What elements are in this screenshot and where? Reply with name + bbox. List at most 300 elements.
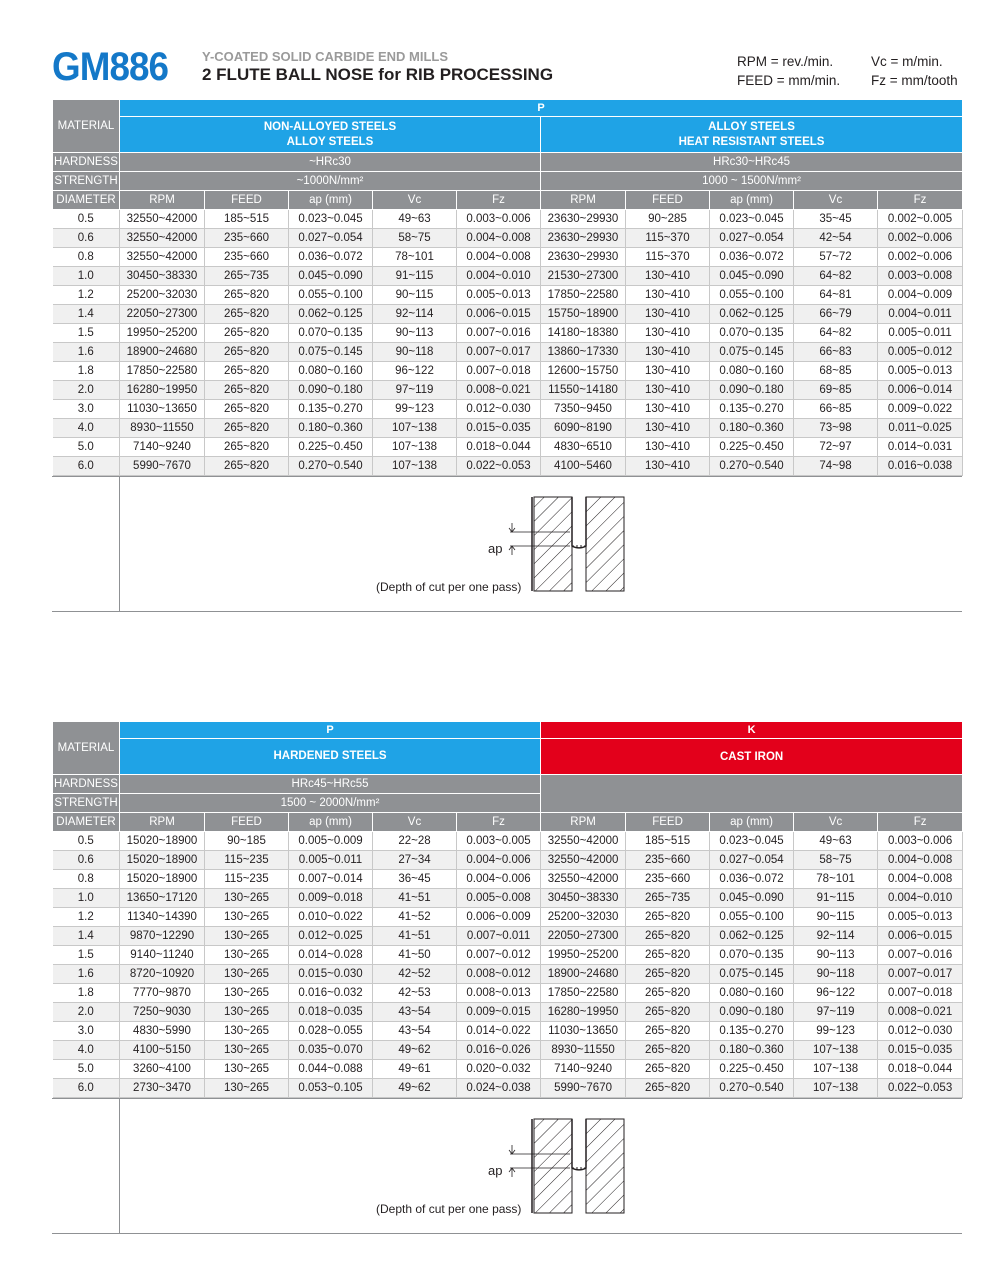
table-cell: 0.008~0.012 bbox=[457, 965, 541, 984]
table-cell: 99~123 bbox=[794, 1022, 878, 1041]
table-cell: 130~410 bbox=[626, 267, 710, 286]
table-row bbox=[53, 362, 963, 381]
table-cell: 0.036~0.072 bbox=[710, 248, 794, 267]
table-cell: 78~101 bbox=[373, 248, 457, 267]
table-cell: 0.009~0.018 bbox=[289, 889, 373, 908]
table-cell: 0.016~0.038 bbox=[878, 457, 963, 476]
table-cell: 0.004~0.008 bbox=[878, 870, 963, 889]
table-cell: 0.004~0.011 bbox=[878, 305, 963, 324]
table-cell: 115~370 bbox=[626, 229, 710, 248]
table-row bbox=[53, 286, 963, 305]
cutting-conditions-table-2 bbox=[52, 721, 963, 1098]
table-cell: 107~138 bbox=[794, 1079, 878, 1098]
diameter-cell: 1.5 bbox=[53, 946, 120, 965]
table-cell: 2730~3470 bbox=[120, 1079, 205, 1098]
diameter-cell: 0.8 bbox=[53, 870, 120, 889]
table-cell: 12600~15750 bbox=[541, 362, 626, 381]
table-cell: 90~285 bbox=[626, 210, 710, 229]
table-cell: 265~820 bbox=[626, 1041, 710, 1060]
table-cell: 0.080~0.160 bbox=[710, 362, 794, 381]
table-cell: 49~61 bbox=[373, 1060, 457, 1079]
table-cell: 58~75 bbox=[794, 851, 878, 870]
diameter-cell: 4.0 bbox=[53, 419, 120, 438]
table-cell: 265~820 bbox=[205, 400, 289, 419]
table-cell: 32550~42000 bbox=[541, 832, 626, 851]
table-cell: 130~265 bbox=[205, 946, 289, 965]
table-row bbox=[53, 832, 963, 851]
table-cell: 130~410 bbox=[626, 419, 710, 438]
table-cell: 32550~42000 bbox=[120, 248, 205, 267]
diameter-cell: 0.6 bbox=[53, 229, 120, 248]
table-cell: 265~820 bbox=[626, 946, 710, 965]
table-cell: 5990~7670 bbox=[541, 1079, 626, 1098]
table-cell: 32550~42000 bbox=[120, 229, 205, 248]
table-cell: 0.004~0.008 bbox=[457, 229, 541, 248]
table-cell: 0.015~0.030 bbox=[289, 965, 373, 984]
table-cell: 0.045~0.090 bbox=[289, 267, 373, 286]
table-cell: 0.225~0.450 bbox=[710, 1060, 794, 1079]
table-cell: 90~115 bbox=[373, 286, 457, 305]
table-row bbox=[53, 870, 963, 889]
diameter-cell: 0.6 bbox=[53, 851, 120, 870]
unit-row-2 bbox=[737, 71, 977, 90]
table-cell: 0.016~0.032 bbox=[289, 984, 373, 1003]
col-fz: Fz bbox=[457, 191, 541, 210]
table-cell: 130~410 bbox=[626, 305, 710, 324]
table-cell: 0.135~0.270 bbox=[710, 1022, 794, 1041]
table-cell: 4830~5990 bbox=[120, 1022, 205, 1041]
table-cell: 0.011~0.025 bbox=[878, 419, 963, 438]
table-cell: 265~735 bbox=[205, 267, 289, 286]
table-cell: 90~118 bbox=[794, 965, 878, 984]
material-group-p: P bbox=[120, 722, 541, 739]
table-cell: 64~82 bbox=[794, 267, 878, 286]
table-row bbox=[53, 381, 963, 400]
diameter-cell: 1.2 bbox=[53, 908, 120, 927]
table-cell: 0.002~0.005 bbox=[878, 210, 963, 229]
col-feed: FEED bbox=[205, 813, 289, 832]
table-cell: 35~45 bbox=[794, 210, 878, 229]
table-row bbox=[53, 248, 963, 267]
table-cell: 0.012~0.030 bbox=[457, 400, 541, 419]
table-cell: 25200~32030 bbox=[541, 908, 626, 927]
table-cell: 99~123 bbox=[373, 400, 457, 419]
hardness-label: HARDNESS bbox=[53, 775, 120, 794]
table-cell: 0.135~0.270 bbox=[710, 400, 794, 419]
table-cell: 0.015~0.035 bbox=[457, 419, 541, 438]
page-header bbox=[52, 44, 962, 94]
table-row bbox=[53, 908, 963, 927]
table-cell: 66~85 bbox=[794, 400, 878, 419]
table-cell: 130~410 bbox=[626, 438, 710, 457]
table-cell: 4100~5460 bbox=[541, 457, 626, 476]
table-cell: 11550~14180 bbox=[541, 381, 626, 400]
table-cell: 130~410 bbox=[626, 381, 710, 400]
table-cell: 15020~18900 bbox=[120, 851, 205, 870]
table-cell: 19950~25200 bbox=[120, 324, 205, 343]
material-name-left-line1: NON-ALLOYED STEELS bbox=[263, 120, 397, 133]
table-cell: 78~101 bbox=[794, 870, 878, 889]
diameter-cell: 1.4 bbox=[53, 305, 120, 324]
table-cell: 91~115 bbox=[373, 267, 457, 286]
table-cell: 73~98 bbox=[794, 419, 878, 438]
table-cell: 11340~14390 bbox=[120, 908, 205, 927]
strength-label: STRENGTH bbox=[53, 172, 120, 191]
table-cell: 0.062~0.125 bbox=[289, 305, 373, 324]
cutting-conditions-table-1 bbox=[52, 99, 963, 476]
table-row bbox=[53, 324, 963, 343]
unit-rpm: RPM = rev./min. bbox=[737, 54, 834, 69]
table-cell: 0.007~0.017 bbox=[878, 965, 963, 984]
product-code: GM886 bbox=[52, 45, 169, 89]
material-name-left-line2: ALLOY STEELS bbox=[286, 135, 374, 148]
table-cell: 130~265 bbox=[205, 1041, 289, 1060]
table-cell: 0.075~0.145 bbox=[289, 343, 373, 362]
col-rpm: RPM bbox=[541, 813, 626, 832]
table-cell: 0.027~0.054 bbox=[710, 851, 794, 870]
table-cell: 115~235 bbox=[205, 870, 289, 889]
table-cell: 130~265 bbox=[205, 889, 289, 908]
table-cell: 265~820 bbox=[205, 286, 289, 305]
table-cell: 0.018~0.044 bbox=[457, 438, 541, 457]
table-cell: 265~735 bbox=[626, 889, 710, 908]
table-cell: 4830~6510 bbox=[541, 438, 626, 457]
table-cell: 0.225~0.450 bbox=[710, 438, 794, 457]
table-cell: 0.270~0.540 bbox=[289, 457, 373, 476]
table-cell: 42~54 bbox=[794, 229, 878, 248]
strength-left: 1500 ~ 2000N/mm² bbox=[120, 794, 541, 813]
table-cell: 0.014~0.031 bbox=[878, 438, 963, 457]
diameter-cell: 5.0 bbox=[53, 438, 120, 457]
table-cell: 0.027~0.054 bbox=[289, 229, 373, 248]
table-cell: 0.055~0.100 bbox=[710, 286, 794, 305]
table-cell: 0.053~0.105 bbox=[289, 1079, 373, 1098]
table-cell: 0.036~0.072 bbox=[710, 870, 794, 889]
ap-label: ap bbox=[488, 1163, 503, 1178]
table-cell: 0.002~0.006 bbox=[878, 248, 963, 267]
divider bbox=[119, 1099, 120, 1233]
diameter-cell: 1.0 bbox=[53, 889, 120, 908]
material-label: MATERIAL bbox=[53, 722, 120, 775]
table-cell: 0.075~0.145 bbox=[710, 343, 794, 362]
table-cell: 11030~13650 bbox=[120, 400, 205, 419]
table-cell: 11030~13650 bbox=[541, 1022, 626, 1041]
material-name-left bbox=[120, 117, 541, 153]
table-cell: 36~45 bbox=[373, 870, 457, 889]
diameter-label: DIAMETER bbox=[53, 813, 120, 832]
table-cell: 90~185 bbox=[205, 832, 289, 851]
table-cell: 15020~18900 bbox=[120, 832, 205, 851]
table-cell: 265~820 bbox=[205, 419, 289, 438]
table-cell: 0.062~0.125 bbox=[710, 927, 794, 946]
diameter-cell: 6.0 bbox=[53, 457, 120, 476]
table-cell: 265~820 bbox=[626, 1079, 710, 1098]
strength-label: STRENGTH bbox=[53, 794, 120, 813]
table-cell: 0.180~0.360 bbox=[289, 419, 373, 438]
diameter-label: DIAMETER bbox=[53, 191, 120, 210]
table-cell: 0.024~0.038 bbox=[457, 1079, 541, 1098]
table-cell: 96~122 bbox=[373, 362, 457, 381]
table-cell: 265~820 bbox=[205, 324, 289, 343]
table-cell: 66~83 bbox=[794, 343, 878, 362]
col-rpm: RPM bbox=[120, 191, 205, 210]
table-cell: 0.022~0.053 bbox=[457, 457, 541, 476]
table-cell: 0.075~0.145 bbox=[710, 965, 794, 984]
table-cell: 185~515 bbox=[626, 832, 710, 851]
table-cell: 66~79 bbox=[794, 305, 878, 324]
table-row bbox=[53, 229, 963, 248]
table-cell: 0.180~0.360 bbox=[710, 419, 794, 438]
table-cell: 92~114 bbox=[373, 305, 457, 324]
table-cell: 23630~29930 bbox=[541, 210, 626, 229]
table-cell: 0.005~0.011 bbox=[878, 324, 963, 343]
table-cell: 7250~9030 bbox=[120, 1003, 205, 1022]
table-cell: 235~660 bbox=[205, 248, 289, 267]
table-cell: 27~34 bbox=[373, 851, 457, 870]
table-cell: 30450~38330 bbox=[120, 267, 205, 286]
col-vc: Vc bbox=[794, 813, 878, 832]
table-cell: 0.012~0.030 bbox=[878, 1022, 963, 1041]
col-feed: FEED bbox=[205, 191, 289, 210]
column-header-row bbox=[53, 191, 963, 210]
table-cell: 0.016~0.026 bbox=[457, 1041, 541, 1060]
col-ap: ap (mm) bbox=[710, 813, 794, 832]
table-cell: 0.006~0.015 bbox=[457, 305, 541, 324]
table-cell: 0.004~0.006 bbox=[457, 870, 541, 889]
table-cell: 0.014~0.028 bbox=[289, 946, 373, 965]
material-label: MATERIAL bbox=[53, 100, 120, 153]
table-cell: 15750~18900 bbox=[541, 305, 626, 324]
table-cell: 17850~22580 bbox=[541, 984, 626, 1003]
table-cell: 0.090~0.180 bbox=[710, 381, 794, 400]
diameter-cell: 1.8 bbox=[53, 984, 120, 1003]
table-row bbox=[53, 927, 963, 946]
table-cell: 49~62 bbox=[373, 1041, 457, 1060]
diameter-cell: 4.0 bbox=[53, 1041, 120, 1060]
table-cell: 130~265 bbox=[205, 1003, 289, 1022]
table-cell: 49~63 bbox=[794, 832, 878, 851]
diameter-cell: 1.6 bbox=[53, 343, 120, 362]
diameter-cell: 5.0 bbox=[53, 1060, 120, 1079]
table-cell: 265~820 bbox=[626, 927, 710, 946]
table-cell: 0.045~0.090 bbox=[710, 889, 794, 908]
table-cell: 235~660 bbox=[626, 851, 710, 870]
diameter-cell: 0.5 bbox=[53, 210, 120, 229]
table-cell: 0.004~0.008 bbox=[878, 851, 963, 870]
table-cell: 49~62 bbox=[373, 1079, 457, 1098]
table-row bbox=[53, 267, 963, 286]
table-cell: 130~265 bbox=[205, 908, 289, 927]
table-row bbox=[53, 1003, 963, 1022]
table-cell: 0.003~0.005 bbox=[457, 832, 541, 851]
table-cell: 15020~18900 bbox=[120, 870, 205, 889]
table-cell: 0.070~0.135 bbox=[289, 324, 373, 343]
table-cell: 107~138 bbox=[794, 1041, 878, 1060]
table-cell: 13650~17120 bbox=[120, 889, 205, 908]
col-ap: ap (mm) bbox=[710, 191, 794, 210]
table-cell: 92~114 bbox=[794, 927, 878, 946]
table-cell: 16280~19950 bbox=[541, 1003, 626, 1022]
table-cell: 74~98 bbox=[794, 457, 878, 476]
table-cell: 0.003~0.006 bbox=[457, 210, 541, 229]
table-cell: 0.008~0.021 bbox=[878, 1003, 963, 1022]
table-cell: 41~51 bbox=[373, 889, 457, 908]
table-cell: 0.070~0.135 bbox=[710, 946, 794, 965]
table-cell: 57~72 bbox=[794, 248, 878, 267]
table-cell: 0.008~0.021 bbox=[457, 381, 541, 400]
table-cell: 0.005~0.009 bbox=[289, 832, 373, 851]
col-ap: ap (mm) bbox=[289, 191, 373, 210]
material-group-k: K bbox=[541, 722, 963, 739]
table-cell: 64~82 bbox=[794, 324, 878, 343]
table-cell: 0.014~0.022 bbox=[457, 1022, 541, 1041]
table-cell: 0.005~0.013 bbox=[878, 908, 963, 927]
col-feed: FEED bbox=[626, 813, 710, 832]
ap-label: ap bbox=[488, 541, 503, 556]
table-cell: 9870~12290 bbox=[120, 927, 205, 946]
unit-row-1 bbox=[737, 52, 977, 71]
table-row bbox=[53, 851, 963, 870]
table-cell: 58~75 bbox=[373, 229, 457, 248]
table-cell: 0.007~0.011 bbox=[457, 927, 541, 946]
diameter-cell: 1.5 bbox=[53, 324, 120, 343]
table-cell: 0.180~0.360 bbox=[710, 1041, 794, 1060]
table-cell: 72~97 bbox=[794, 438, 878, 457]
product-subtitle-line1: Y-COATED SOLID CARBIDE END MILLS bbox=[202, 49, 449, 64]
table-cell: 107~138 bbox=[794, 1060, 878, 1079]
table-cell: 19950~25200 bbox=[541, 946, 626, 965]
table-cell: 0.004~0.009 bbox=[878, 286, 963, 305]
table-cell: 0.007~0.018 bbox=[878, 984, 963, 1003]
col-rpm: RPM bbox=[120, 813, 205, 832]
table-cell: 265~820 bbox=[205, 438, 289, 457]
table-cell: 130~265 bbox=[205, 927, 289, 946]
table-cell: 265~820 bbox=[205, 457, 289, 476]
table-cell: 49~63 bbox=[373, 210, 457, 229]
table-row bbox=[53, 889, 963, 908]
table-cell: 0.007~0.018 bbox=[457, 362, 541, 381]
table-cell: 7140~9240 bbox=[120, 438, 205, 457]
table-row bbox=[53, 305, 963, 324]
table-cell: 41~50 bbox=[373, 946, 457, 965]
unit-legend bbox=[737, 52, 977, 90]
table-cell: 0.135~0.270 bbox=[289, 400, 373, 419]
table-cell: 0.270~0.540 bbox=[710, 1079, 794, 1098]
hardness-label: HARDNESS bbox=[53, 153, 120, 172]
table-cell: 0.012~0.025 bbox=[289, 927, 373, 946]
table-cell: 0.004~0.010 bbox=[457, 267, 541, 286]
divider bbox=[119, 477, 120, 611]
table-cell: 0.045~0.090 bbox=[710, 267, 794, 286]
diameter-cell: 0.5 bbox=[53, 832, 120, 851]
table-cell: 0.270~0.540 bbox=[710, 457, 794, 476]
table-row bbox=[53, 419, 963, 438]
hardness-left: ~HRc30 bbox=[120, 153, 541, 172]
table-cell: 265~820 bbox=[626, 908, 710, 927]
table-cell: 265~820 bbox=[626, 1022, 710, 1041]
table-cell: 0.028~0.055 bbox=[289, 1022, 373, 1041]
diameter-cell: 3.0 bbox=[53, 1022, 120, 1041]
table-cell: 0.023~0.045 bbox=[710, 210, 794, 229]
table-cell: 130~410 bbox=[626, 457, 710, 476]
table-cell: 17850~22580 bbox=[541, 286, 626, 305]
table-cell: 0.002~0.006 bbox=[878, 229, 963, 248]
figure-panel-2 bbox=[52, 1098, 962, 1234]
material-name-right: CAST IRON bbox=[541, 739, 963, 775]
table-cell: 96~122 bbox=[794, 984, 878, 1003]
table-row bbox=[53, 457, 963, 476]
table-row bbox=[53, 438, 963, 457]
hardness-strength-right-empty bbox=[541, 775, 963, 813]
table-cell: 22~28 bbox=[373, 832, 457, 851]
table-row bbox=[53, 1041, 963, 1060]
table-row bbox=[53, 984, 963, 1003]
hardness-left: HRc45~HRc55 bbox=[120, 775, 541, 794]
table-cell: 8930~11550 bbox=[120, 419, 205, 438]
table-row bbox=[53, 1060, 963, 1079]
table-cell: 0.023~0.045 bbox=[710, 832, 794, 851]
table-cell: 42~53 bbox=[373, 984, 457, 1003]
table-row bbox=[53, 400, 963, 419]
material-name-right-line1: ALLOY STEELS bbox=[708, 120, 795, 133]
table-cell: 9140~11240 bbox=[120, 946, 205, 965]
table-cell: 91~115 bbox=[794, 889, 878, 908]
table-cell: 7140~9240 bbox=[541, 1060, 626, 1079]
table-cell: 0.036~0.072 bbox=[289, 248, 373, 267]
table-cell: 265~820 bbox=[205, 381, 289, 400]
table-cell: 90~113 bbox=[373, 324, 457, 343]
figure-panel-1 bbox=[52, 476, 962, 612]
diameter-cell: 1.2 bbox=[53, 286, 120, 305]
table-cell: 265~820 bbox=[626, 1060, 710, 1079]
table-cell: 0.090~0.180 bbox=[710, 1003, 794, 1022]
table-cell: 235~660 bbox=[626, 870, 710, 889]
diameter-cell: 2.0 bbox=[53, 1003, 120, 1022]
col-vc: Vc bbox=[794, 191, 878, 210]
table-cell: 64~81 bbox=[794, 286, 878, 305]
table-cell: 5990~7670 bbox=[120, 457, 205, 476]
table-cell: 265~820 bbox=[205, 343, 289, 362]
table-cell: 68~85 bbox=[794, 362, 878, 381]
product-subtitle-line2: 2 FLUTE BALL NOSE for RIB PROCESSING bbox=[202, 65, 554, 84]
table-cell: 107~138 bbox=[373, 438, 457, 457]
table-cell: 0.008~0.013 bbox=[457, 984, 541, 1003]
table-cell: 97~119 bbox=[794, 1003, 878, 1022]
table-cell: 107~138 bbox=[373, 419, 457, 438]
table-cell: 6090~8190 bbox=[541, 419, 626, 438]
material-name-left: HARDENED STEELS bbox=[120, 739, 541, 775]
table-cell: 23630~29930 bbox=[541, 248, 626, 267]
material-group-p: P bbox=[120, 100, 963, 117]
table-row bbox=[53, 343, 963, 362]
table-cell: 115~370 bbox=[626, 248, 710, 267]
strength-left: ~1000N/mm² bbox=[120, 172, 541, 191]
table-cell: 265~820 bbox=[626, 984, 710, 1003]
table-row bbox=[53, 946, 963, 965]
table-cell: 130~410 bbox=[626, 362, 710, 381]
table-cell: 18900~24680 bbox=[120, 343, 205, 362]
table-cell: 0.007~0.014 bbox=[289, 870, 373, 889]
figure-caption: (Depth of cut per one pass) bbox=[376, 580, 522, 594]
table-cell: 30450~38330 bbox=[541, 889, 626, 908]
table-cell: 265~820 bbox=[205, 305, 289, 324]
table-cell: 7350~9450 bbox=[541, 400, 626, 419]
table-cell: 14180~18380 bbox=[541, 324, 626, 343]
table-cell: 0.055~0.100 bbox=[289, 286, 373, 305]
table-cell: 0.006~0.015 bbox=[878, 927, 963, 946]
table-cell: 0.022~0.053 bbox=[878, 1079, 963, 1098]
unit-vc: Vc = m/min. bbox=[871, 54, 943, 69]
